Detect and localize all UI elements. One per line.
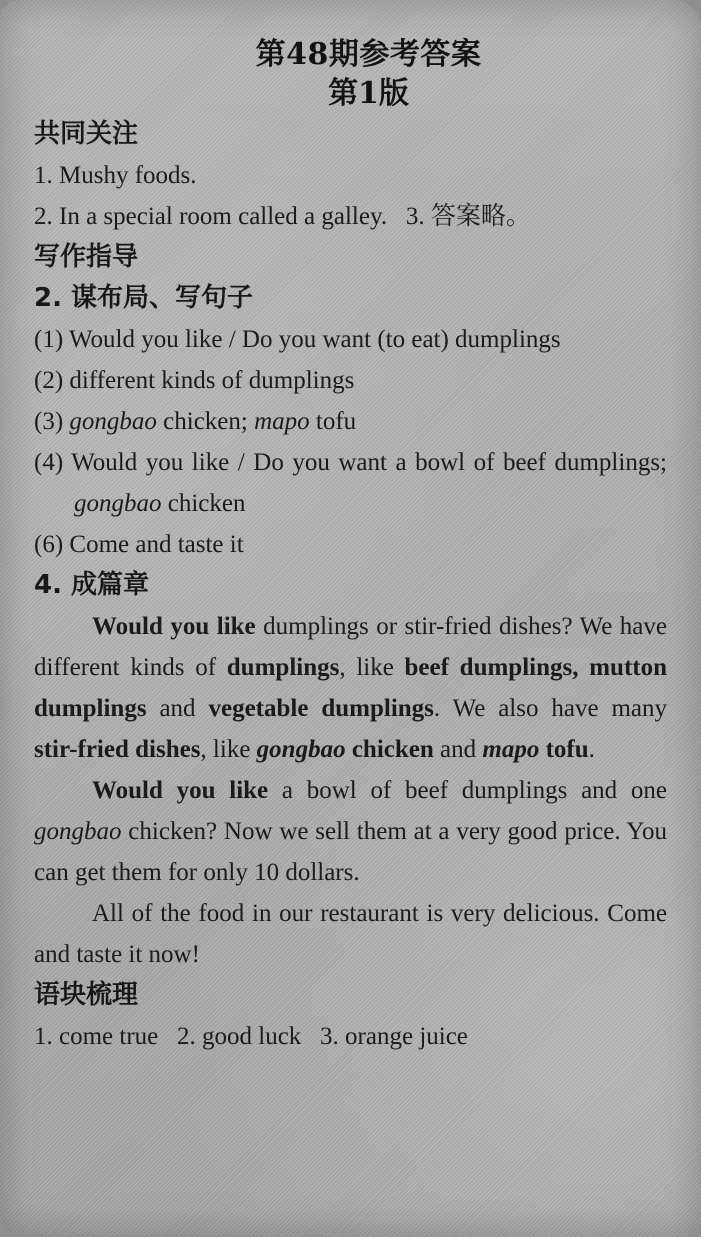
bold-phrase: tofu: [539, 736, 589, 763]
section-heading-xiezuo: 写作指导: [34, 242, 139, 272]
bold-phrase: vegetable dumplings: [208, 695, 434, 722]
italic-term: gongbao: [34, 818, 122, 845]
bold-phrase: stir-fried dishes: [34, 736, 201, 763]
bold-italic-term: mapo: [482, 736, 540, 763]
essay-paragraph-1: [34, 606, 667, 770]
page-title: 第48期参考答案: [255, 37, 482, 72]
text-run: and: [433, 736, 483, 763]
italic-term: gongbao: [69, 408, 157, 435]
answer-text: tofu: [309, 408, 357, 435]
text-run: a bowl of beef dumplings and one: [268, 777, 668, 804]
answer-line: [34, 401, 667, 442]
text-run: ,: [572, 654, 590, 681]
italic-term: gongbao: [74, 490, 162, 517]
italic-term: mapo: [254, 408, 310, 435]
text-run: chicken? Now we sell them at a very good price. You can get them for only 10 dollars.: [34, 818, 667, 886]
bold-italic-term: gongbao: [256, 736, 346, 763]
bold-phrase: dumplings: [226, 654, 340, 681]
answer-text: 2. In a special room called a galley.: [34, 203, 388, 230]
bold-phrase: beef dumplings: [404, 654, 573, 681]
text-run: dumplings or stir-fried dishes? We have different kinds of: [34, 613, 667, 681]
bold-phrase: Would you like: [92, 777, 269, 804]
bold-phrase: Would you like: [92, 613, 256, 640]
text-run: , like: [339, 654, 405, 681]
sub-heading-chengpian: 4. 成篇章: [34, 570, 150, 600]
text-run: .: [588, 736, 595, 763]
answer-text: chicken: [161, 490, 246, 517]
answer-line: (1) Would you like / Do you want (to eat) dumplings: [34, 326, 561, 353]
sub-heading-buju: 2. 谋布局、写句子: [34, 283, 254, 313]
text-run: . We also have many: [433, 695, 667, 722]
section-heading-gongtong: 共同关注: [34, 119, 139, 149]
answer-text: 3. 答案略。: [405, 203, 531, 230]
text-run: and: [146, 695, 209, 722]
answer-text: chicken;: [156, 408, 255, 435]
answer-line: 1. come true 2. good luck 3. orange juice: [34, 1023, 468, 1050]
text-run: , like: [200, 736, 257, 763]
answer-text: (3): [34, 408, 70, 435]
answer-line: 1. Mushy foods.: [34, 162, 197, 189]
essay-paragraph-2: [34, 770, 667, 893]
section-heading-yukuai: 语块梳理: [34, 980, 139, 1010]
answer-line: (6) Come and taste it: [34, 531, 244, 558]
bold-phrase: mutton dumplings: [34, 654, 668, 722]
answer-line: [34, 442, 667, 524]
edition-label: 第1版: [328, 76, 409, 111]
bold-phrase: chicken: [345, 736, 434, 763]
answer-line: [34, 196, 667, 237]
answer-line: (2) different kinds of dumplings: [34, 367, 355, 394]
answer-text: (4) Would you like / Do you want a bowl of beef dumplings;: [34, 449, 667, 476]
essay-paragraph-3: All of the food in our restaurant is very delicious. Come and taste it now!: [34, 900, 667, 968]
